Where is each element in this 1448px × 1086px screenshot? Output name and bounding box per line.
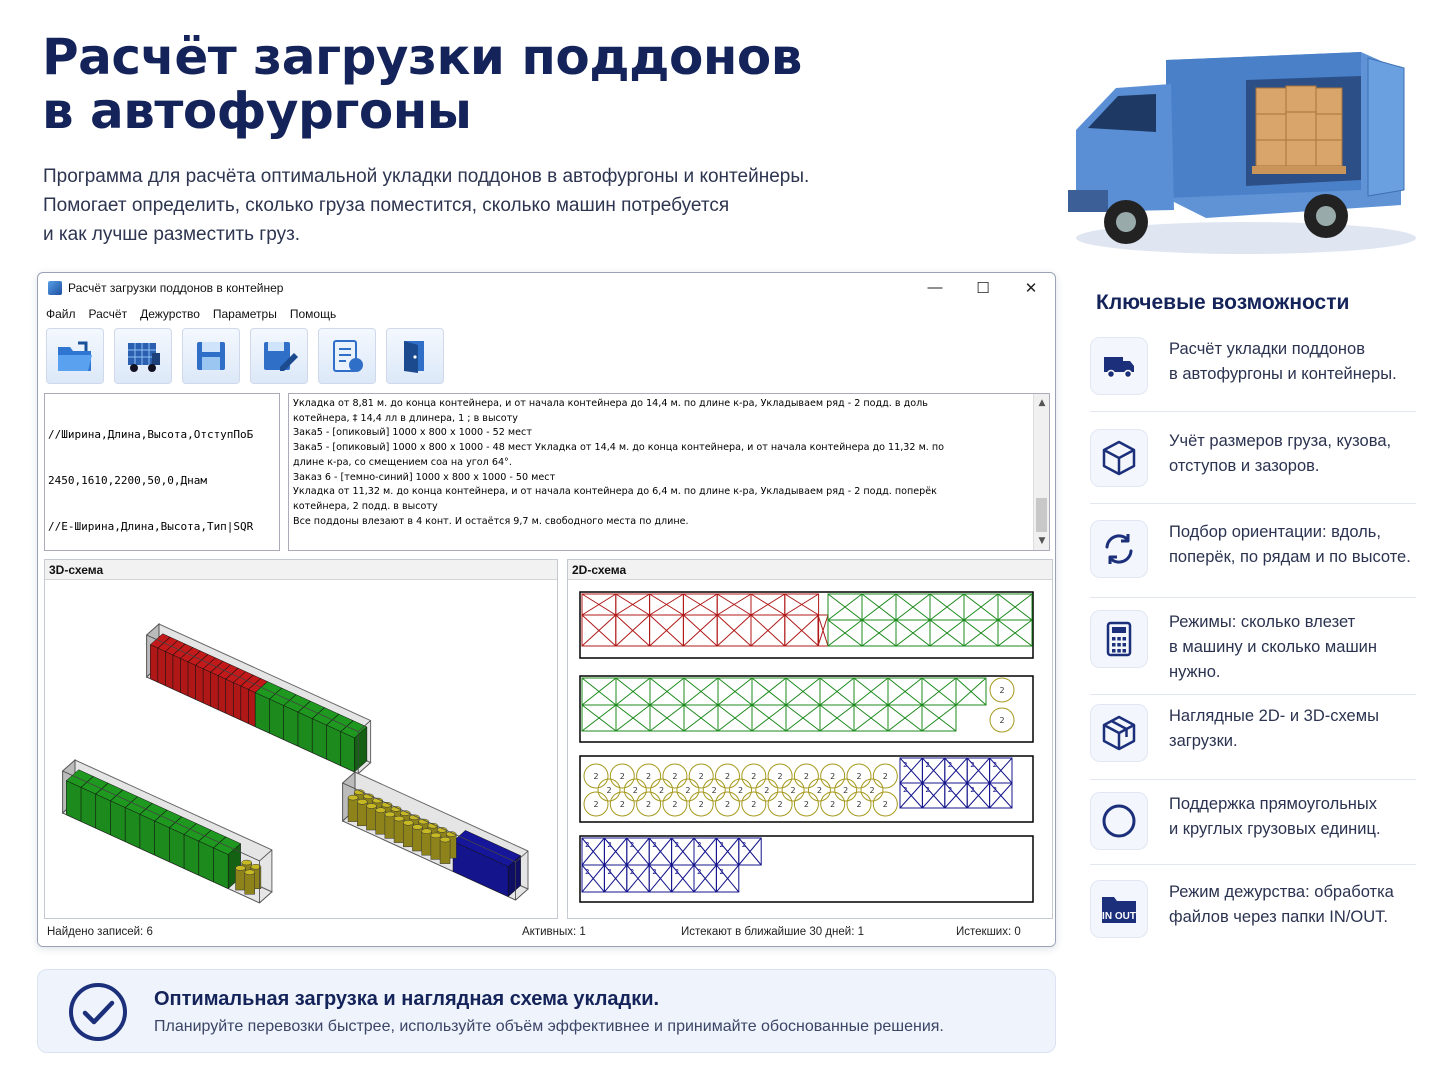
save-edit-icon (258, 335, 300, 377)
round-unit-label: 2 (672, 772, 678, 781)
pallet-rect (751, 615, 785, 646)
barrel-body (403, 823, 413, 847)
divider (1090, 864, 1416, 865)
round-unit-label: 2 (593, 772, 599, 781)
pallet-rect (828, 620, 862, 646)
pallet-rect (818, 615, 828, 646)
barrel-body (236, 868, 246, 890)
page-title-line2: в автофургоны (42, 82, 472, 140)
round-unit-label: 2 (999, 716, 1005, 725)
maximize-button[interactable]: ☐ (976, 280, 990, 297)
barrel-body (412, 827, 422, 851)
round-unit-label: 2 (777, 772, 783, 781)
save-icon (190, 335, 232, 377)
barrel-top (431, 833, 441, 838)
barrel-body (422, 831, 432, 855)
input-line: //Е-Ширина,Длина,Высота,Тип|SQR (48, 520, 254, 534)
pallet-rect (896, 620, 930, 646)
close-button[interactable]: ✕ (1024, 280, 1038, 297)
check-circle-icon (68, 982, 128, 1042)
pallet-rect (964, 620, 998, 646)
menu-help[interactable]: Помощь (289, 307, 337, 321)
output-line: Заказ 6 - [темно-синий] 1000 x 800 x 1000 - 50 мест (293, 471, 556, 483)
divider (1090, 597, 1416, 598)
container-3d (63, 760, 272, 903)
panel-2d-title: 2D-схема (568, 560, 1052, 580)
output-line: котейнера, ‡ 14,4 лл в длинера, 1 ; в высоту (293, 412, 518, 424)
pallet-rect (616, 594, 650, 615)
rotate-icon (1099, 529, 1139, 569)
barrel-body (245, 872, 255, 894)
box-icon (1099, 438, 1139, 478)
round-unit-label: 2 (724, 800, 731, 809)
pallet-rect (582, 615, 616, 646)
round-unit-label: 2 (803, 800, 809, 809)
feature-text: Учёт размеров груза, кузова, отступов и зазоров. (1169, 432, 1392, 475)
app-window (37, 272, 1056, 947)
status-found: Найдено записей: 6 (47, 926, 153, 938)
pallet-rect (930, 620, 964, 646)
status-bar (38, 920, 1055, 946)
pallet-count-label: 2 (903, 761, 908, 769)
barrel-body (394, 819, 404, 843)
status-active: Активных: 1 (522, 926, 586, 938)
menu-params[interactable]: Параметры (212, 307, 277, 321)
output-line: Укладка от 8,81 м. до конца контейнера, и от начала контейнера до 14,4 м. по длине к-ра, Укладываем ряд - 2 подд. в доль (293, 398, 928, 409)
pallet-rect (650, 615, 684, 646)
pallet-rect (922, 678, 956, 705)
output-line: длине к-ра, со смещением соа на угол 64°. (293, 456, 512, 468)
round-unit-label: 2 (830, 772, 836, 781)
barrel-body (366, 806, 376, 830)
pallet-rect (922, 705, 956, 731)
pallet-count-label: 2 (719, 841, 724, 849)
pallet-count-label: 2 (697, 868, 702, 876)
pallet-rect (718, 705, 752, 731)
pallet-rect (718, 678, 752, 705)
cube-3d-icon (1099, 713, 1139, 753)
pallet-rect (684, 678, 718, 705)
calculator-icon (1099, 619, 1139, 659)
pallet-rect (717, 615, 751, 646)
scroll-thumb[interactable] (1036, 498, 1047, 532)
input-line: //Ширина,Длина,Высота,ОтступПоБ (48, 427, 254, 441)
features-title: Ключевые возможности (1096, 291, 1350, 314)
barrel-top (242, 860, 252, 865)
pallet-count-label: 2 (925, 786, 930, 794)
round-unit-label: 2 (646, 800, 652, 809)
panel-2d-scheme (567, 559, 1053, 919)
page-title (42, 30, 802, 138)
pallet-count-label: 2 (741, 841, 747, 849)
pallet-rect (820, 705, 854, 731)
round-unit-label: 2 (724, 772, 731, 781)
app-icon (48, 281, 62, 295)
pallet-rect (888, 678, 922, 705)
output-line: Все поддоны влезают в 4 конт. И остаётся 9,7 м. свободного места по длине. (293, 515, 689, 527)
feature-text: Поддержка прямоугольных и круглых грузовых единиц. (1169, 795, 1381, 838)
round-unit-label: 2 (751, 800, 757, 809)
round-unit-label: 2 (672, 800, 678, 809)
pallet-rect (998, 594, 1032, 620)
barrel-body (357, 802, 367, 826)
page-subtitle-line2: Помогает определить, сколько груза поместится, сколько машин потребуется (43, 195, 730, 216)
round-unit-label: 2 (803, 772, 809, 781)
pallet-rect (650, 705, 684, 731)
round-unit-label: 2 (869, 786, 875, 795)
menu-bar (38, 303, 1055, 325)
summary-title: Оптимальная загрузка и наглядная схема укладки. (154, 988, 660, 1010)
round-unit-label: 2 (790, 786, 796, 795)
scroll-down-arrow[interactable]: ▼ (1038, 536, 1046, 546)
panel-3d-scheme (44, 559, 558, 919)
barrel-body (348, 798, 358, 822)
menu-duty[interactable]: Дежурство (140, 307, 200, 321)
output-line: Укладка от 11,32 м. до конца контейнера, и от начала контейнера до 6,4 м. по длине к-ра, Укладываем ряд - 2 подд. поперёк (293, 486, 937, 498)
round-unit-label: 2 (646, 772, 652, 781)
exit-button[interactable] (386, 328, 444, 384)
barrel-top (440, 837, 450, 842)
round-unit-label: 2 (856, 800, 862, 809)
pallet-rect (998, 620, 1032, 646)
pallet-count-label: 2 (970, 761, 975, 769)
pallet-rect (786, 705, 820, 731)
panel-3d-title: 3D-схема (45, 560, 557, 580)
pallet-count-label: 2 (947, 786, 953, 794)
page-title-line1: Расчёт загрузки поддонов (42, 28, 802, 86)
round-unit-label: 2 (882, 800, 888, 809)
feature-text: Режим дежурства: обработка файлов через папки IN/OUT. (1169, 883, 1394, 926)
in-out-label: IN OUT (1102, 911, 1136, 922)
barrel-top (385, 812, 395, 817)
barrel-top (366, 804, 376, 809)
barrel-top (412, 825, 422, 830)
divider (1090, 503, 1416, 504)
pallet-count-label: 2 (992, 761, 998, 769)
round-unit-label: 2 (856, 772, 862, 781)
feature-text: Режимы: сколько влезет в машину и сколько машин нужно. (1169, 613, 1378, 681)
pallet-count-label: 2 (585, 841, 590, 849)
pallet-rect (751, 594, 785, 615)
round-unit-label: 2 (843, 786, 849, 795)
round-unit-label: 2 (698, 800, 704, 809)
container-outline (580, 756, 1033, 822)
scroll-up-arrow[interactable]: ▲ (1038, 398, 1046, 408)
round-unit-label: 2 (882, 772, 888, 781)
pallet-count-label: 2 (697, 841, 702, 849)
pallet-rect (820, 678, 854, 705)
pallet-rect (785, 594, 819, 615)
pallet-count-label: 2 (629, 868, 635, 876)
pallet-count-label: 2 (585, 868, 590, 876)
pallet-rect (582, 678, 616, 705)
barrel-top (376, 808, 386, 813)
output-line: котейнера, 2 подд. в высоту (293, 500, 438, 512)
pallet-count-label: 2 (652, 868, 657, 876)
round-unit-label: 2 (751, 772, 757, 781)
menu-file[interactable]: Файл (46, 307, 76, 321)
barrel-top (236, 866, 246, 871)
round-unit-label: 2 (619, 800, 625, 809)
save-as-button[interactable] (250, 328, 308, 384)
pallet-rect (964, 594, 998, 620)
menu-calc[interactable]: Расчёт (88, 307, 128, 321)
page-subtitle-line1: Программа для расчёта оптимальной укладки поддонов в автофургоны и контейнеры. (43, 166, 810, 187)
barrel-body (376, 810, 386, 834)
barrel-body (431, 835, 441, 859)
barrel-top (245, 870, 255, 875)
round-unit-label: 2 (606, 786, 612, 795)
open-button[interactable] (46, 328, 104, 384)
output-line: Зака5 - [опиковый] 1000 x 800 x 1000 - 48 мест Укладка от 14,4 м. до конца контейнера, и от начала контейнера до 11,32 м. по (293, 442, 945, 454)
scheme-2d-canvas[interactable] (568, 580, 1052, 918)
pallet-rect (717, 594, 751, 615)
toolbar (38, 325, 1055, 387)
pallet-rect (785, 615, 819, 646)
window-titlebar (38, 273, 1055, 303)
barrel-top (403, 820, 413, 825)
exit-door-icon (394, 335, 436, 377)
round-unit-label: 2 (830, 800, 836, 809)
pallet-rect (616, 615, 650, 646)
pallet-rect (582, 705, 616, 731)
pallet-rect (616, 705, 650, 731)
pallet-rect (752, 678, 786, 705)
round-unit-label: 2 (593, 800, 599, 809)
pallet-count-label: 2 (719, 868, 724, 876)
pallet-rect (683, 594, 717, 615)
pallet-rect (752, 705, 786, 731)
pallet-rect (582, 594, 616, 615)
output-line: Зака5 - [опиковый] 1000 x 800 x 1000 - 52 мест (293, 427, 532, 439)
pallet-rect (862, 620, 896, 646)
page-subtitle (43, 162, 809, 249)
round-unit-label: 2 (777, 800, 783, 809)
truck-3d-icon (122, 335, 164, 377)
settings-button[interactable] (318, 328, 376, 384)
pallet-count-label: 2 (607, 868, 612, 876)
status-expired: Истекших: 0 (956, 926, 1021, 938)
barrel-top (394, 816, 404, 821)
round-unit-label: 2 (711, 786, 717, 795)
divider (1090, 779, 1416, 780)
status-expiring: Истекают в ближайшие 30 дней: 1 (681, 926, 864, 938)
round-unit-label: 2 (685, 786, 691, 795)
scheme-3d-canvas[interactable] (45, 580, 557, 918)
summary-card (37, 969, 1056, 1053)
window-title: Расчёт загрузки поддонов в контейнер (68, 281, 284, 295)
round-unit-label: 2 (737, 786, 744, 795)
result-log-textarea[interactable] (288, 393, 1050, 551)
feature-text: Наглядные 2D- и 3D-схемы загрузки. (1169, 707, 1379, 750)
round-unit-label: 2 (999, 686, 1005, 695)
round-unit-label: 2 (659, 786, 665, 795)
pallet-rect (650, 678, 684, 705)
page-subtitle-line3: и как лучше разместить груз. (43, 224, 301, 245)
circle-icon (1099, 801, 1139, 841)
pallet-rect (650, 594, 684, 615)
pallet-rect (862, 594, 896, 620)
window-controls (911, 279, 1055, 297)
container-3d (343, 772, 528, 900)
checklist-settings-icon (326, 335, 368, 377)
pallet-count-label: 2 (903, 786, 908, 794)
round-unit-label: 2 (698, 772, 704, 781)
pallet-count-label: 2 (629, 841, 635, 849)
result-scrollbar[interactable] (1033, 394, 1049, 550)
feature-text: Расчёт укладки поддонов в автофургоны и контейнеры. (1169, 340, 1397, 383)
round-unit-label: 2 (632, 786, 638, 795)
summary-subtitle: Планируйте перевозки быстрее, используйте объём эффективнее и принимайте обоснованные решения. (154, 1018, 944, 1035)
pallet-rect (854, 705, 888, 731)
pallet-rect (828, 594, 862, 620)
pallet-count-label: 2 (674, 868, 680, 876)
round-unit-label: 2 (619, 772, 625, 781)
divider (1090, 694, 1416, 695)
pallet-rect (683, 615, 717, 646)
barrel-body (440, 840, 450, 864)
save-button[interactable] (182, 328, 240, 384)
pallet-count-label: 2 (607, 841, 612, 849)
pallet-count-label: 2 (925, 761, 930, 769)
pallet-rect (896, 594, 930, 620)
delivery-truck-illustration (1056, 40, 1426, 260)
in-out-folder-icon (1099, 889, 1139, 929)
pallet-rect (888, 705, 922, 731)
minimize-button[interactable]: — (927, 279, 943, 296)
input-params-textarea[interactable] (44, 393, 280, 551)
pallet-rect (616, 678, 650, 705)
container-3d (147, 624, 371, 774)
round-unit-label: 2 (816, 786, 822, 795)
truck-icon (1099, 346, 1139, 386)
barrel-body (385, 814, 395, 838)
feature-text: Подбор ориентации: вдоль, поперёк, по рядам и по высоте. (1169, 523, 1411, 566)
pallet-rect (684, 705, 718, 731)
pallet-count-label: 2 (652, 841, 657, 849)
pallet-rect (956, 678, 986, 705)
pallet-count-label: 2 (947, 761, 953, 769)
input-line: 2450,1610,2200,50,0,Днам (48, 474, 207, 488)
divider (1090, 411, 1416, 412)
calculate-button[interactable] (114, 328, 172, 384)
barrel-top (348, 795, 358, 800)
barrel-top (422, 829, 432, 834)
round-unit-label: 2 (764, 786, 770, 795)
pallet-rect (854, 678, 888, 705)
pallet-count-label: 2 (970, 786, 975, 794)
pallet-rect (786, 678, 820, 705)
barrel-top (357, 799, 367, 804)
open-folder-icon (54, 335, 96, 377)
pallet-count-label: 2 (674, 841, 680, 849)
pallet-rect (930, 594, 964, 620)
pallet-count-label: 2 (992, 786, 998, 794)
